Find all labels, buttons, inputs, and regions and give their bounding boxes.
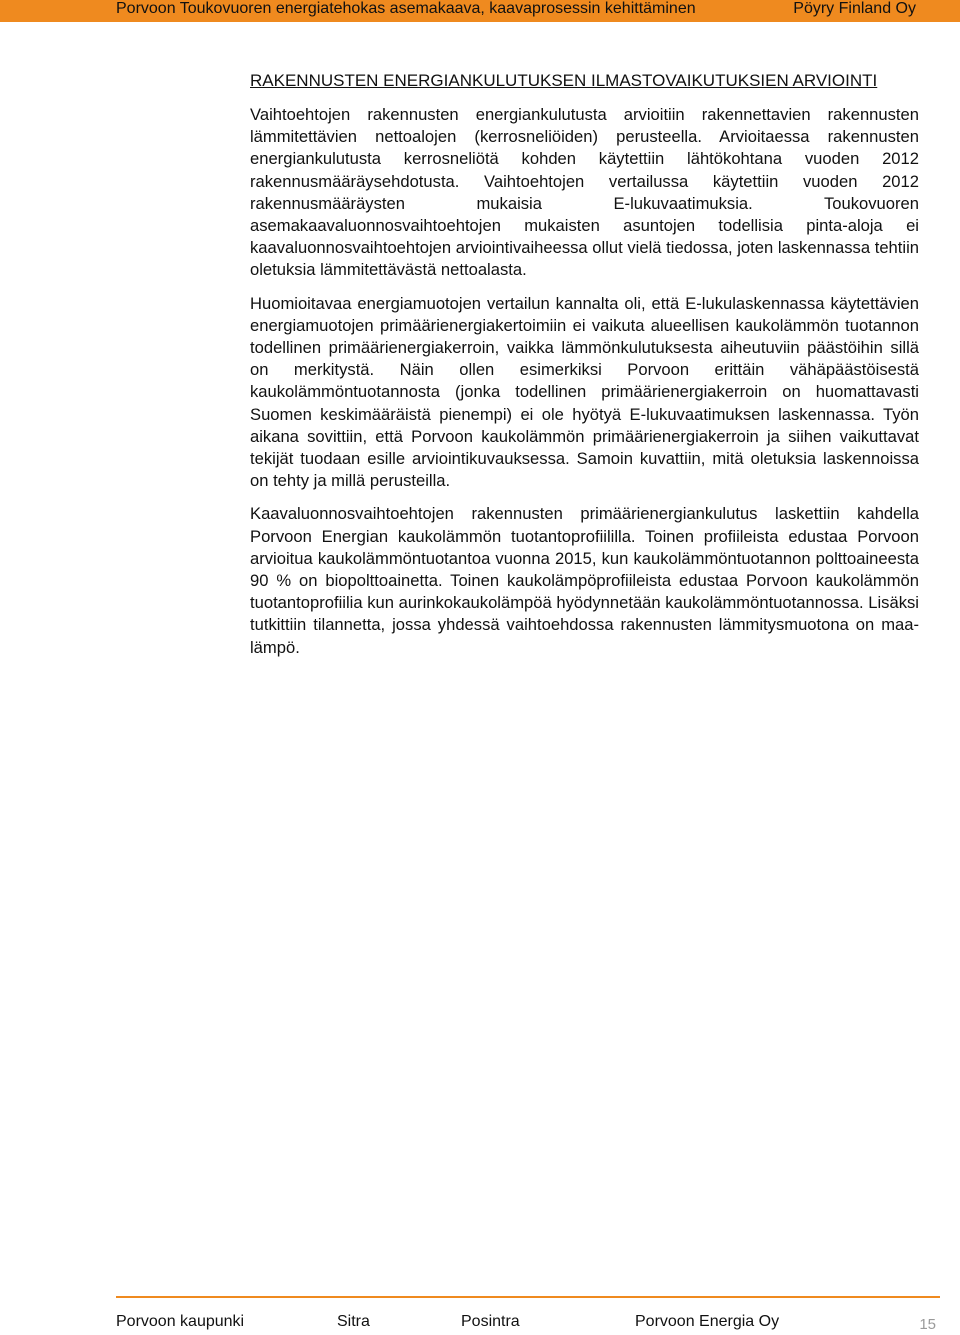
footer-partner-posintra: Posintra xyxy=(461,1313,520,1330)
document-title: Porvoon Toukovuoren energiatehokas asemakaava, kaavaprosessin kehittäminen xyxy=(116,0,696,17)
main-content xyxy=(250,70,919,670)
body-paragraph-1: Vaihtoehtojen rakennusten energiankulutusta arvioitiin rakennettavien rakennusten lämmitettävien nettoalojen (kerrosneliöiden) perusteella. Arvioitaessa rakennusten energiankulutusta kerrosneliötä kohden käytettiin lähtökohtana vuoden 2012 rakennusmääräysehdotusta. Vaihtoehtojen vertailussa käytettiin vuoden 2012 rakennusmääräysten mukaisia E-lukuvaatimuksia. Toukovuoren asemakaavaluonnosvaihtoehtojen mukaisten asuntojen todellisia pinta-aloja ei kaavaluonnosvaihtoehtojen arviointivaiheessa ollut vielä tiedossa, joten laskennassa tehtiin oletuksia lämmitettävästä nettoalasta. xyxy=(250,105,919,280)
footer-partner-porvoon-energia: Porvoon Energia Oy xyxy=(635,1313,780,1330)
page-number: 15 xyxy=(919,1316,936,1333)
footer-partner-porvoon-kaupunki: Porvoon kaupunki xyxy=(116,1313,245,1330)
body-paragraph-3: Kaavaluonnosvaihtoehtojen rakennusten primäärienergiankulutus laskettiin kahdella Porvoon Energian kaukolämmön tuotantoprofiililla. Toinen profiileista edustaa Porvoon arvioitua kaukolämmöntuotantoa vuonna 2015, kun kaukolämmöntuotannon polttoaineesta 90 % on biopolttoainetta. Toinen kaukolämpöprofiileista edustaa Porvoon kaukolämmön tuotantoprofiilia kun aurinkokaukolämpöä hyödynnetään kaukolämmöntuotannossa. Lisäksi tutkittiin tilannetta, jossa yhdessä vaihtoehdossa rakennusten lämmitysmuotona on maalämpö. xyxy=(250,504,919,657)
body-paragraph-2: Huomioitavaa energiamuotojen vertailun kannalta oli, että E-lukulaskennassa käytettävien energiamuotojen primäärienergiakertoimiin ei vaikuta alueellisen kaukolämmön tuotannon todellinen primäärienergiakerroin, vaikka lämmönkulutuksesta aiheutuviin päästöihin sillä on merkitystä. Näin ollen esimerkiksi Porvoon erittäin vähäpäästöisestä kaukolämmöntuotannosta (jonka todellinen primäärienergiakerroin on huomattavasti Suomen keskimääräistä pienempi) ei ole hyötyä E-lukuvaatimuksen laskennassa. Työn aikana sovittiin, että Porvoon kaukolämmön primäärienergiakerroin ja siihen vaikuttavat tekijät tuodaan esille arviointikuvauksessa. Samoin kuvattiin, mitä oletuksia laskennoissa on tehty ja millä perusteilla. xyxy=(250,293,919,491)
footer-partner-sitra: Sitra xyxy=(337,1313,370,1330)
company-name: Pöyry Finland Oy xyxy=(793,0,916,17)
footer-divider xyxy=(116,1296,940,1298)
section-heading: RAKENNUSTEN ENERGIANKULUTUKSEN ILMASTOVAIKUTUKSIEN ARVIOINTI xyxy=(250,71,878,90)
page-header-bar xyxy=(0,0,960,22)
